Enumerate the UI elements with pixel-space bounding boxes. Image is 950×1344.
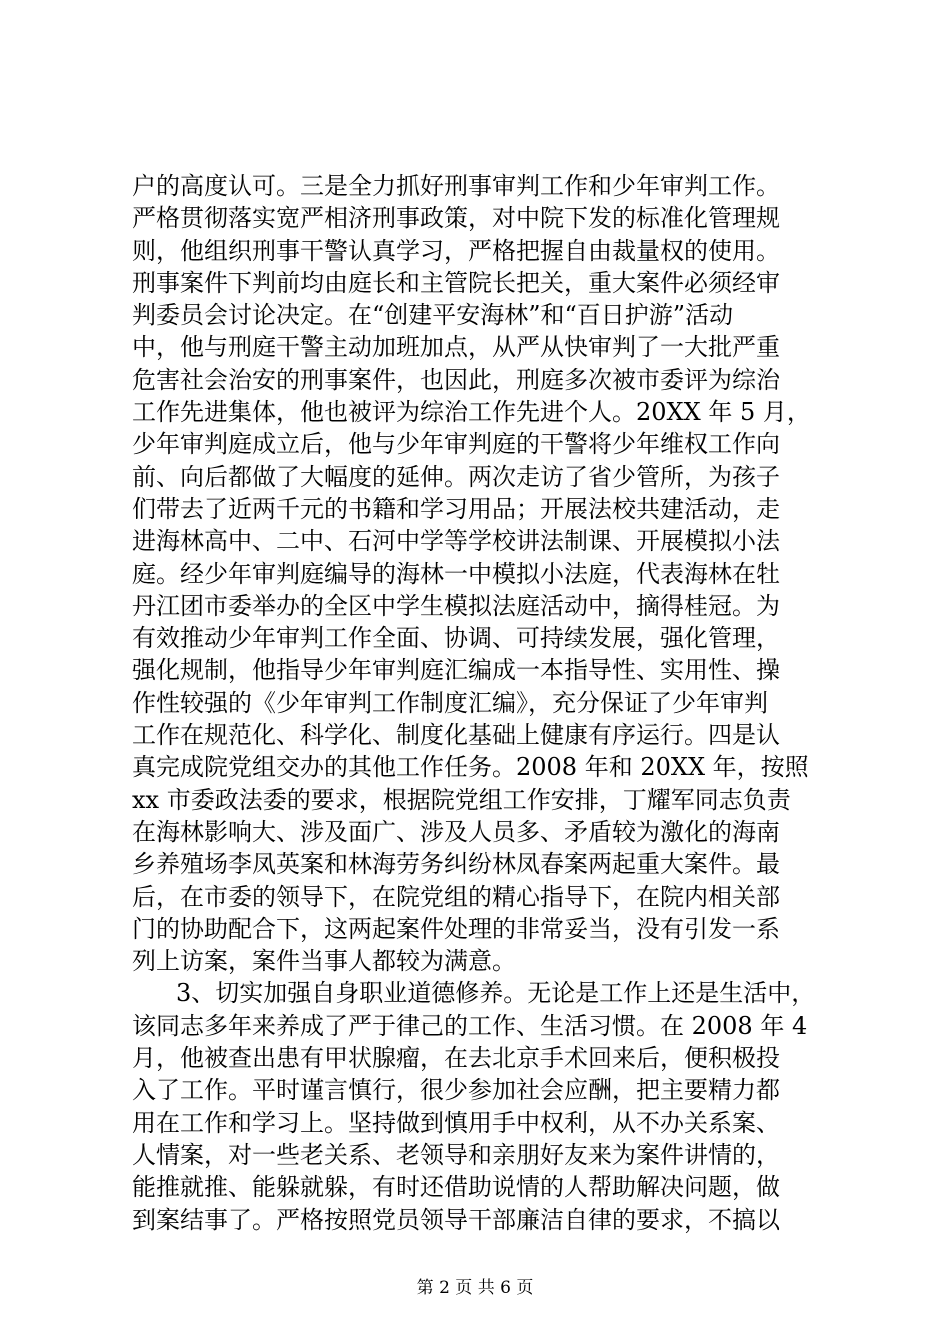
page-footer: 第 2 页 共 6 页 <box>416 1278 534 1298</box>
text-line: 用在工作和学习上。坚持做到慎用手中权利，从不办关系案、 <box>132 1108 780 1137</box>
text-line: 前、向后都做了大幅度的延伸。两次走访了省少管所，为孩子 <box>132 462 780 491</box>
text-line: 工作先进集体，他也被评为综治工作先进个人。20XX 年 5 月， <box>132 398 811 427</box>
text-line: 则，他组织刑事干警认真学习，严格把握自由裁量权的使用。 <box>132 236 780 265</box>
text-line: 中，他与刑庭干警主动加班加点，从严从快审判了一大批严重 <box>132 333 780 362</box>
text-line: 强化规制，他指导少年审判庭汇编成一本指导性、实用性、操 <box>132 656 780 685</box>
text-line: 进海林高中、二中、石河中学等学校讲法制课、开展模拟小法 <box>132 527 780 556</box>
text-line: xx 市委政法委的要求，根据院党组工作安排，丁耀军同志负责 <box>132 785 791 814</box>
text-line: 后，在市委的领导下，在院党组的精心指导下，在院内相关部 <box>132 882 780 911</box>
paragraph-start-line: 3、切实加强自身职业道德修养。无论是工作上还是生活中， <box>176 979 816 1008</box>
text-line: 该同志多年来养成了严于律己的工作、生活习惯。在 2008 年 4 <box>132 1011 808 1040</box>
text-line: 入了工作。平时谨言慎行，很少参加社会应酬，把主要精力都 <box>132 1076 780 1105</box>
body-text <box>132 170 832 1236</box>
text-line: 真完成院党组交办的其他工作任务。2008 年和 20XX 年，按照 <box>132 753 809 782</box>
text-line: 危害社会治安的刑事案件，也因此，刑庭多次被市委评为综治 <box>132 365 780 394</box>
text-line: 人情案，对一些老关系、老领导和亲朋好友来为案件讲情的， <box>132 1140 780 1169</box>
text-line: 严格贯彻落实宽严相济刑事政策，对中院下发的标准化管理规 <box>132 204 780 233</box>
text-line: 判委员会讨论决定。在“创建平安海林”和“百日护游”活动 <box>132 301 734 330</box>
text-line: 们带去了近两千元的书籍和学习用品；开展法校共建活动，走 <box>132 494 780 523</box>
text-line: 少年审判庭成立后，他与少年审判庭的干警将少年维权工作向 <box>132 430 780 459</box>
text-line: 有效推动少年审判工作全面、协调、可持续发展，强化管理， <box>132 624 780 653</box>
text-line: 户的高度认可。三是全力抓好刑事审判工作和少年审判工作。 <box>132 172 780 200</box>
text-line: 到案结事了。严格按照党员领导干部廉洁自律的要求，不搞以 <box>132 1205 780 1234</box>
text-line: 月，他被查出患有甲状腺瘤，在去北京手术回来后，便积极投 <box>132 1044 780 1073</box>
text-line: 工作在规范化、科学化、制度化基础上健康有序运行。四是认 <box>132 721 780 750</box>
text-line: 门的协助配合下，这两起案件处理的非常妥当，没有引发一系 <box>132 914 780 943</box>
text-line: 能推就推、能躲就躲，有时还借助说情的人帮助解决问题，做 <box>132 1173 780 1202</box>
text-line: 作性较强的《少年审判工作制度汇编》，充分保证了少年审判 <box>132 688 768 717</box>
text-line: 刑事案件下判前均由庭长和主管院长把关，重大案件必须经审 <box>132 268 780 297</box>
text-line: 列上访案，案件当事人都较为满意。 <box>132 947 516 976</box>
text-line: 庭。经少年审判庭编导的海林一中模拟小法庭，代表海林在牡 <box>132 559 780 588</box>
text-line: 乡养殖场李凤英案和林海劳务纠纷林凤春案两起重大案件。最 <box>132 850 780 879</box>
text-line: 丹江团市委举办的全区中学生模拟法庭活动中，摘得桂冠。为 <box>132 591 780 620</box>
text-line: 在海林影响大、涉及面广、涉及人员多、矛盾较为激化的海南 <box>132 817 780 846</box>
